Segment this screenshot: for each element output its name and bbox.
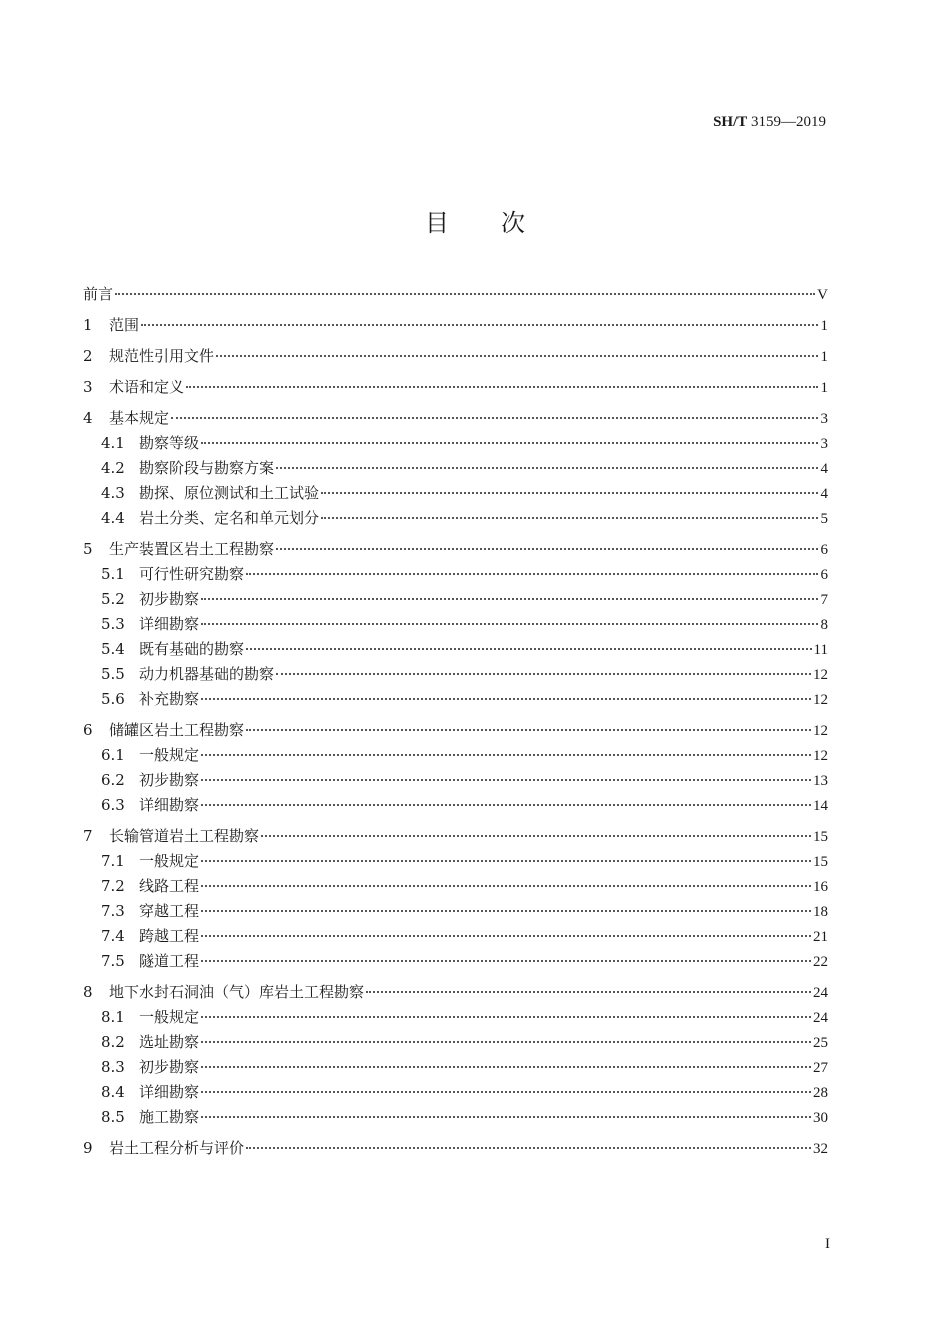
table-of-contents [83, 282, 828, 1161]
toc-entry-label: 详细勘察 [139, 1083, 200, 1101]
toc-entry-label: 隧道工程 [139, 952, 200, 970]
toc-entry-label: 基本规定 [109, 409, 170, 427]
toc-entry[interactable] [83, 1080, 828, 1105]
toc-entry[interactable] [83, 687, 828, 712]
toc-entry-label: 动力机器基础的勘察 [139, 665, 275, 683]
toc-entry-label: 详细勘察 [139, 615, 200, 633]
toc-entry-number: 4.4 [101, 509, 125, 527]
toc-entry[interactable] [83, 612, 828, 637]
toc-entry-number: 5.5 [101, 665, 125, 683]
toc-entry-page: V [817, 287, 828, 303]
toc-entry[interactable] [83, 506, 828, 531]
toc-leader-dots [201, 1041, 811, 1043]
toc-entry-number: 5.1 [101, 565, 125, 583]
toc-entry-page: 7 [820, 592, 828, 608]
toc-entry-number: 6 [83, 721, 93, 739]
toc-entry-page: 3 [820, 436, 828, 452]
toc-entry-number: 5.3 [101, 615, 125, 633]
toc-entry-page: 16 [813, 879, 828, 895]
toc-entry-page: 1 [820, 318, 828, 334]
toc-entry-number: 5 [83, 540, 93, 558]
toc-entry-page: 12 [813, 723, 828, 739]
toc-entry[interactable] [83, 344, 828, 369]
toc-entry[interactable] [83, 924, 828, 949]
toc-entry[interactable] [83, 587, 828, 612]
toc-entry-label: 一般规定 [139, 852, 200, 870]
toc-leader-dots [171, 417, 818, 419]
toc-leader-dots [321, 517, 818, 519]
toc-leader-dots [201, 698, 811, 700]
toc-entry-page: 11 [813, 642, 828, 658]
toc-entry-number: 5.4 [101, 640, 125, 658]
toc-entry-label: 规范性引用文件 [109, 347, 215, 365]
toc-leader-dots [276, 548, 818, 550]
toc-entry-page: 25 [813, 1035, 828, 1051]
toc-entry-number: 6.1 [101, 746, 125, 764]
toc-entry-number: 8.2 [101, 1033, 125, 1051]
toc-entry-page: 15 [813, 829, 828, 845]
toc-leader-dots [201, 1016, 811, 1018]
toc-entry-number: 7.4 [101, 927, 125, 945]
toc-entry-label: 一般规定 [139, 1008, 200, 1026]
toc-leader-dots [201, 1066, 811, 1068]
toc-entry-number: 4.3 [101, 484, 125, 502]
toc-entry-number: 8.5 [101, 1108, 125, 1126]
toc-entry-label: 初步勘察 [139, 590, 200, 608]
toc-leader-dots [246, 648, 812, 650]
standard-code [713, 114, 826, 131]
toc-leader-dots [201, 804, 811, 806]
toc-entry-number: 7.5 [101, 952, 125, 970]
toc-leader-dots [141, 324, 818, 326]
page-title: 目次 [425, 209, 577, 237]
toc-entry[interactable] [83, 662, 828, 687]
toc-entry[interactable] [83, 537, 828, 562]
toc-entry-number: 8.4 [101, 1083, 125, 1101]
toc-entry-label: 初步勘察 [139, 771, 200, 789]
toc-entry-number: 6.3 [101, 796, 125, 814]
toc-entry-label: 地下水封石洞油（气）库岩土工程勘察 [109, 983, 365, 1001]
toc-entry-page: 5 [820, 511, 828, 527]
standard-code-prefix: SH/T [713, 114, 748, 130]
toc-entry[interactable] [83, 899, 828, 924]
toc-leader-dots [201, 935, 811, 937]
toc-entry-label: 勘探、原位测试和土工试验 [139, 484, 320, 502]
toc-entry-label: 范围 [109, 316, 140, 334]
toc-leader-dots [201, 623, 818, 625]
toc-entry-number: 7 [83, 827, 93, 845]
toc-leader-dots [201, 910, 811, 912]
toc-entry-number: 1 [83, 316, 93, 334]
toc-entry-page: 3 [820, 411, 828, 427]
toc-leader-dots [201, 1116, 811, 1118]
toc-leader-dots [201, 754, 811, 756]
toc-entry-number: 8.1 [101, 1008, 125, 1026]
toc-entry-label: 岩土分类、定名和单元划分 [139, 509, 320, 527]
toc-entry[interactable] [83, 431, 828, 456]
toc-leader-dots [261, 835, 811, 837]
toc-entry[interactable] [83, 313, 828, 338]
toc-entry-number: 2 [83, 347, 93, 365]
toc-entry-number: 4.2 [101, 459, 125, 477]
toc-entry-page: 4 [820, 461, 828, 477]
toc-entry-number: 6.2 [101, 771, 125, 789]
toc-leader-dots [201, 960, 811, 962]
toc-entry-page: 1 [820, 349, 828, 365]
toc-entry-label: 穿越工程 [139, 902, 200, 920]
toc-entry[interactable] [83, 406, 828, 431]
toc-leader-dots [186, 386, 818, 388]
toc-entry-number: 8.3 [101, 1058, 125, 1076]
toc-leader-dots [201, 1091, 811, 1093]
toc-entry-label: 初步勘察 [139, 1058, 200, 1076]
toc-leader-dots [246, 729, 811, 731]
toc-leader-dots [201, 885, 811, 887]
toc-entry[interactable] [83, 562, 828, 587]
toc-entry[interactable] [83, 743, 828, 768]
toc-entry-number: 5.6 [101, 690, 125, 708]
toc-entry[interactable] [83, 949, 828, 974]
toc-entry-page: 12 [813, 667, 828, 683]
toc-leader-dots [201, 598, 818, 600]
toc-entry-page: 1 [820, 380, 828, 396]
toc-entry-label: 线路工程 [139, 877, 200, 895]
toc-entry-label: 生产装置区岩土工程勘察 [109, 540, 275, 558]
toc-entry-number: 7.2 [101, 877, 125, 895]
toc-entry-number: 7.3 [101, 902, 125, 920]
toc-leader-dots [201, 779, 811, 781]
toc-entry[interactable] [83, 824, 828, 849]
toc-leader-dots [276, 467, 818, 469]
toc-leader-dots [366, 991, 811, 993]
toc-entry-page: 6 [820, 542, 828, 558]
toc-entry[interactable] [83, 456, 828, 481]
toc-entry[interactable] [83, 637, 828, 662]
toc-entry[interactable] [83, 793, 828, 818]
standard-code-number: 3159—2019 [747, 114, 826, 130]
toc-entry[interactable] [83, 980, 828, 1005]
toc-leader-dots [201, 860, 811, 862]
toc-entry[interactable] [83, 1005, 828, 1030]
toc-entry-label: 术语和定义 [109, 378, 185, 396]
toc-entry-page: 18 [813, 904, 828, 920]
toc-entry-label: 跨越工程 [139, 927, 200, 945]
toc-entry-label: 补充勘察 [139, 690, 200, 708]
toc-entry-page: 6 [820, 567, 828, 583]
toc-leader-dots [216, 355, 818, 357]
toc-entry-number: 4 [83, 409, 93, 427]
toc-entry-page: 12 [813, 748, 828, 764]
toc-entry-label: 既有基础的勘察 [139, 640, 245, 658]
toc-entry-page: 14 [813, 798, 828, 814]
toc-entry-number: 4.1 [101, 434, 125, 452]
toc-entry-label: 选址勘察 [139, 1033, 200, 1051]
toc-entry-page: 15 [813, 854, 828, 870]
toc-entry-page: 30 [813, 1110, 828, 1126]
toc-entry-page: 27 [813, 1060, 828, 1076]
toc-entry[interactable] [83, 718, 828, 743]
toc-leader-dots [115, 293, 815, 295]
toc-entry-label: 前言 [83, 285, 114, 303]
toc-entry-label: 详细勘察 [139, 796, 200, 814]
toc-entry-page: 24 [813, 1010, 828, 1026]
toc-entry-label: 勘察等级 [139, 434, 200, 452]
toc-entry-page: 4 [820, 486, 828, 502]
toc-entry-page: 21 [813, 929, 828, 945]
toc-leader-dots [276, 673, 811, 675]
toc-entry-label: 长输管道岩土工程勘察 [109, 827, 260, 845]
page-number: I [825, 1236, 830, 1252]
toc-entry-label: 一般规定 [139, 746, 200, 764]
toc-entry-number: 7.1 [101, 852, 125, 870]
toc-entry-page: 22 [813, 954, 828, 970]
toc-leader-dots [246, 573, 818, 575]
toc-entry[interactable] [83, 849, 828, 874]
toc-entry[interactable] [83, 874, 828, 899]
toc-entry-number: 8 [83, 983, 93, 1001]
toc-entry-page: 12 [813, 692, 828, 708]
toc-entry-page: 13 [813, 773, 828, 789]
toc-entry-page: 28 [813, 1085, 828, 1101]
toc-entry-label: 施工勘察 [139, 1108, 200, 1126]
toc-leader-dots [201, 442, 818, 444]
toc-entry-number: 3 [83, 378, 93, 396]
toc-entry-label: 储罐区岩土工程勘察 [109, 721, 245, 739]
toc-entry[interactable] [83, 282, 828, 307]
toc-entry[interactable] [83, 1136, 828, 1161]
toc-entry-page: 24 [813, 985, 828, 1001]
toc-entry-label: 勘察阶段与勘察方案 [139, 459, 275, 477]
toc-entry[interactable] [83, 481, 828, 506]
toc-entry[interactable] [83, 1055, 828, 1080]
toc-leader-dots [321, 492, 818, 494]
toc-entry[interactable] [83, 1030, 828, 1055]
toc-entry-label: 岩土工程分析与评价 [109, 1139, 245, 1157]
toc-entry[interactable] [83, 1105, 828, 1130]
toc-entry-number: 9 [83, 1139, 93, 1157]
toc-entry-label: 可行性研究勘察 [139, 565, 245, 583]
toc-entry[interactable] [83, 768, 828, 793]
toc-entry-page: 8 [820, 617, 828, 633]
toc-entry-page: 32 [813, 1141, 828, 1157]
toc-entry[interactable] [83, 375, 828, 400]
toc-leader-dots [246, 1147, 811, 1149]
toc-entry-number: 5.2 [101, 590, 125, 608]
